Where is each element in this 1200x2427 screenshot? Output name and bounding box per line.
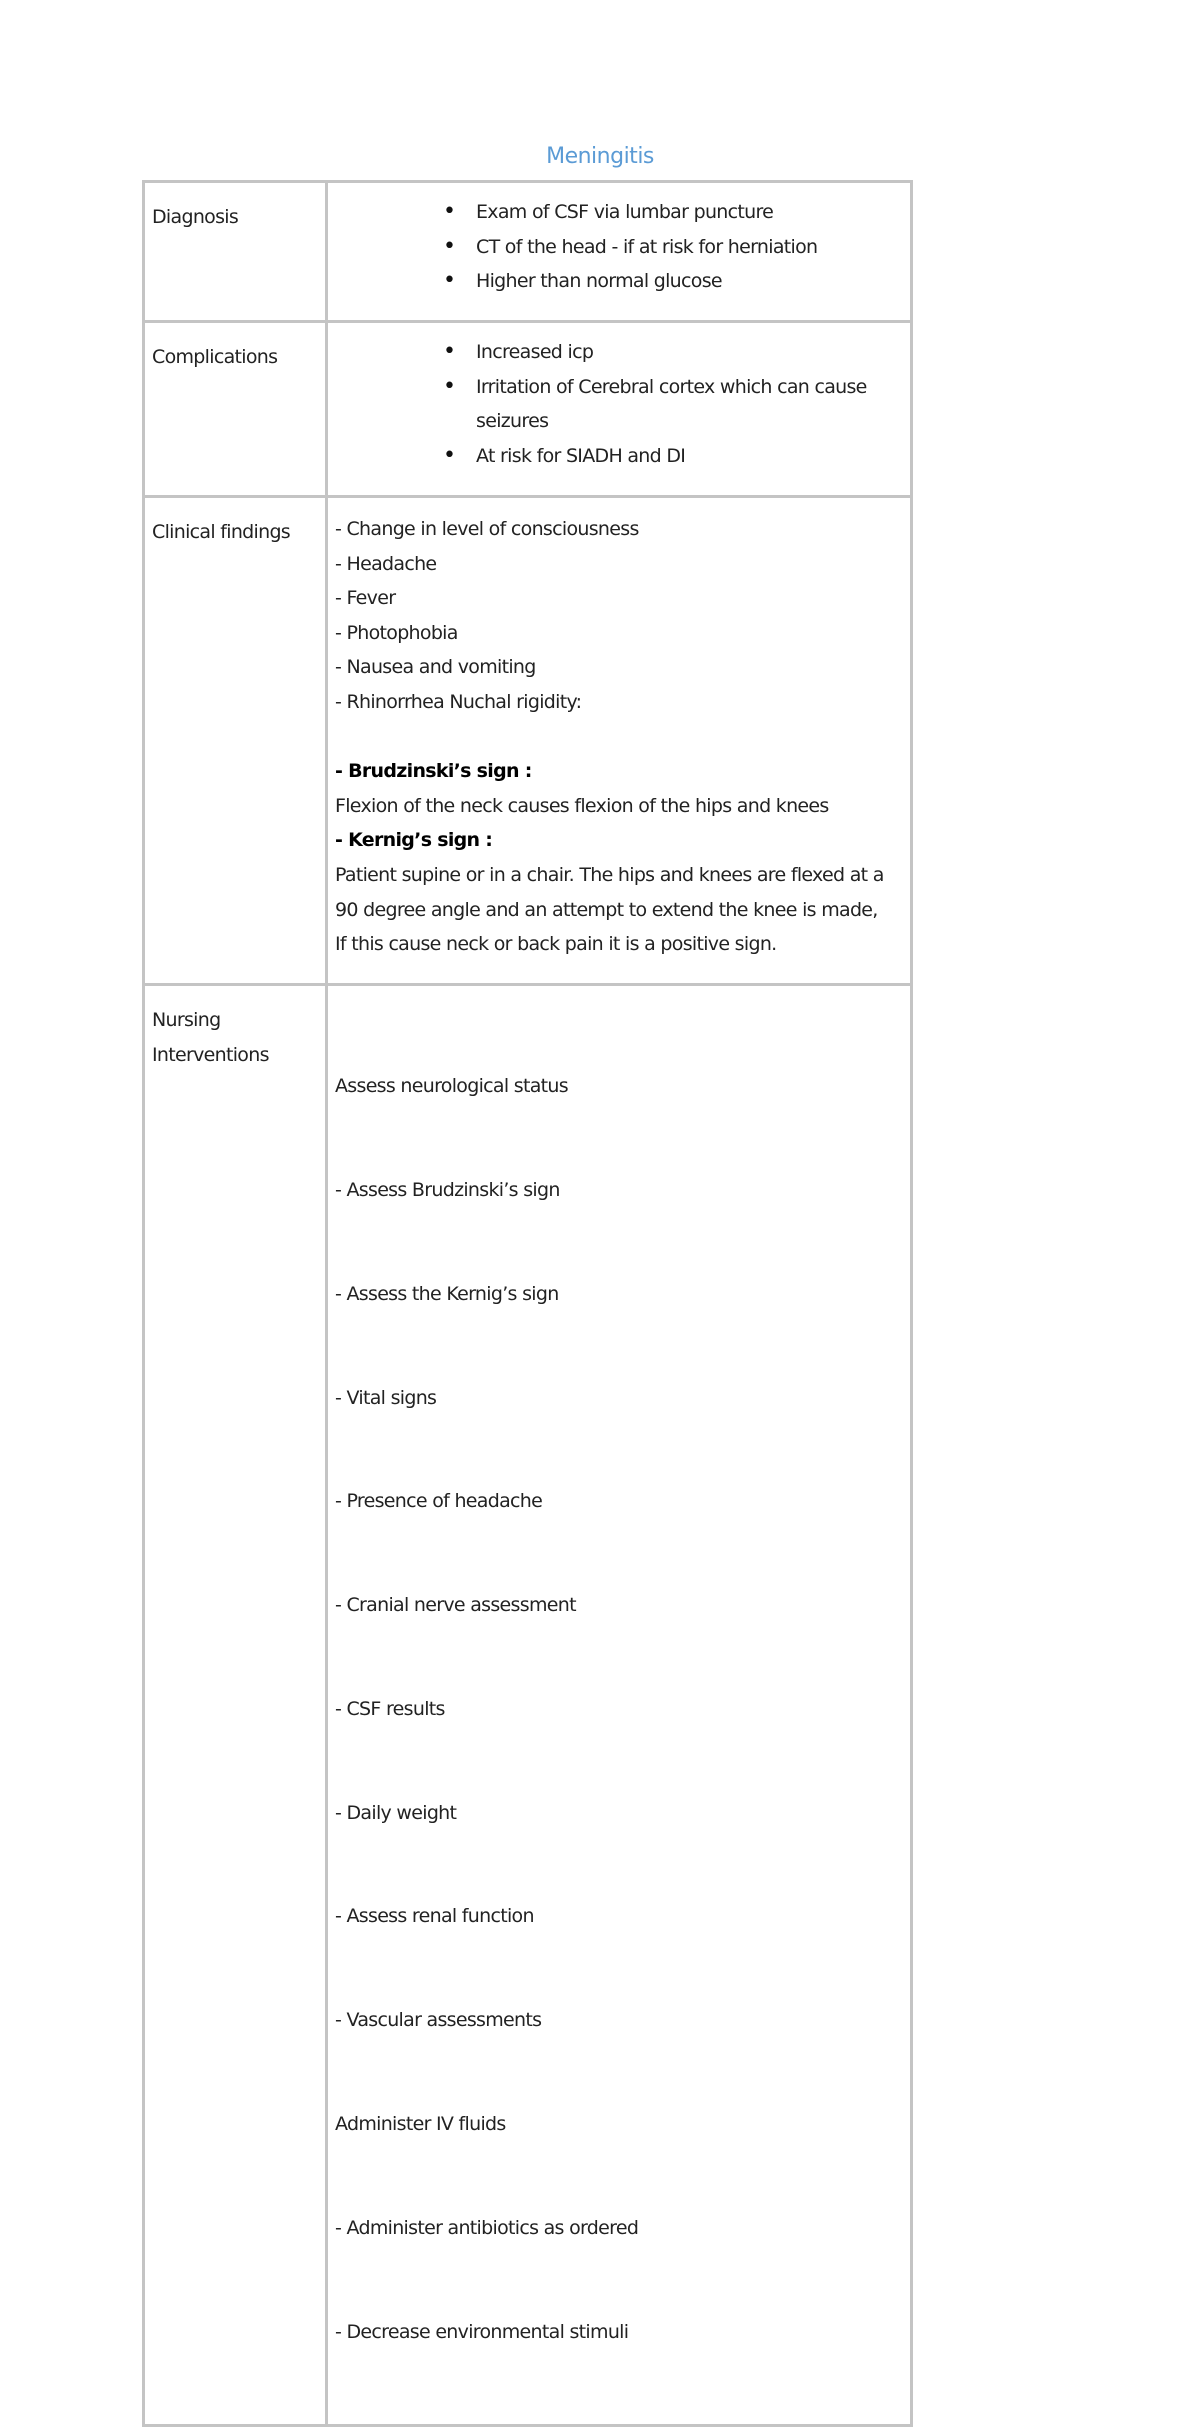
- list-item: - Vascular assessments: [335, 2009, 542, 2032]
- list-item: • Exam of CSF via lumbar puncture: [476, 195, 890, 230]
- row-label-cell: [144, 985, 327, 2426]
- list-item: - Presence of headache: [335, 1490, 543, 1513]
- list-item: Assess neurological status: [335, 1075, 568, 1098]
- nursing-interventions-content: [328, 986, 910, 2424]
- kernig-heading-line: [335, 823, 890, 858]
- list-item: - Fever: [335, 587, 396, 610]
- row-content-cell: [327, 497, 912, 985]
- list-item: • CT of the head - if at risk for herniation: [476, 230, 890, 265]
- brudzinski-heading: - Brudzinski’s sign :: [335, 760, 532, 783]
- brudzinski-text: Flexion of the neck causes flexion of the hips and knees: [335, 794, 829, 817]
- row-label-cell: [144, 322, 327, 497]
- list-item: - Cranial nerve assessment: [335, 1594, 576, 1617]
- list-item: - Assess Brudzinski’s sign: [335, 1178, 560, 1201]
- table-row-clinical-findings: [144, 497, 912, 985]
- table-row-complications: [144, 322, 912, 497]
- list-item: - Vital signs: [335, 1386, 437, 1409]
- list-item: - CSF results: [335, 1697, 445, 1720]
- list-item: - Assess the Kernig’s sign: [335, 1282, 559, 1305]
- blank-line: [335, 720, 890, 755]
- meningitis-table: [142, 180, 913, 2427]
- row-label-cell: [144, 182, 327, 322]
- diagnosis-label: Diagnosis: [152, 206, 239, 228]
- complications-label: Complications: [152, 346, 278, 368]
- row-content-cell: [327, 182, 912, 322]
- row-content-cell: [327, 322, 912, 497]
- row-content-cell: [327, 985, 912, 2426]
- list-item: - Daily weight: [335, 1801, 457, 1824]
- clinical-findings-content: [328, 498, 910, 968]
- list-item: • Higher than normal glucose: [476, 264, 890, 299]
- kernig-text: Patient supine or in a chair. The hips and knees are flexed at a 90 degree angle and an attempt to extend the knee is made, If this cause neck or back pain it is a positive sign.: [335, 863, 884, 956]
- table-row-nursing-interventions: [144, 985, 912, 2426]
- list-item: - Rhinorrhea Nuchal rigidity:: [335, 690, 582, 713]
- brudzinski-heading-line: [335, 754, 890, 789]
- document-title: Meningitis: [546, 144, 654, 169]
- list-item: - Photophobia: [335, 621, 458, 644]
- row-label-cell: [144, 497, 327, 985]
- list-item: Administer IV fluids: [335, 2113, 506, 2135]
- diagnosis-list: [328, 183, 910, 305]
- nursing-label-line2: Interventions: [152, 1043, 269, 1066]
- list-item: - Change in level of consciousness: [335, 518, 639, 540]
- list-item: - Headache: [335, 552, 437, 575]
- nursing-label-line1: Nursing: [152, 1009, 221, 1031]
- kernig-heading: - Kernig’s sign :: [335, 829, 493, 852]
- list-item: • Increased icp: [476, 335, 890, 370]
- complications-list: [328, 323, 910, 479]
- clinical-findings-label: Clinical findings: [152, 521, 291, 543]
- table-row-diagnosis: [144, 182, 912, 322]
- list-item: • At risk for SIADH and DI: [476, 439, 890, 474]
- list-item: • Irritation of Cerebral cortex which can cause seizures: [476, 370, 890, 439]
- list-item: - Decrease environmental stimuli: [335, 2320, 629, 2343]
- list-item: - Assess renal function: [335, 1905, 534, 1928]
- list-item: - Administer antibiotics as ordered: [335, 2216, 639, 2239]
- list-item: - Nausea and vomiting: [335, 656, 536, 679]
